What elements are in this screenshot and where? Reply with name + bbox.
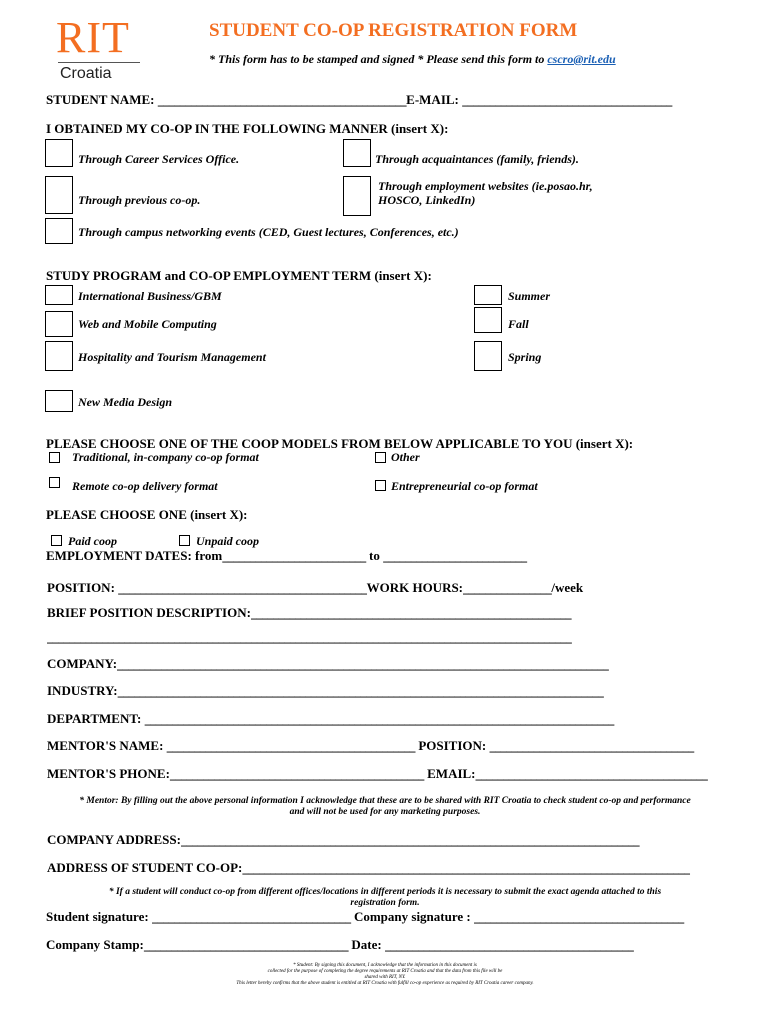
company-stamp-label: Company Stamp: (46, 937, 144, 952)
fall-label: Fall (508, 317, 529, 331)
rit-logo: RIT (56, 13, 130, 62)
mentor-email-field[interactable]: __________________________________________ (475, 770, 708, 781)
company-address-row (47, 832, 639, 848)
company-address-label: COMPANY ADDRESS: (47, 832, 181, 847)
logo-divider (58, 62, 140, 63)
agenda-note-line-1: * If a student will conduct co-op from different offices/locations in different periods it is necessary to submit the exact agenda attached to this (108, 887, 662, 897)
other-checkbox[interactable] (375, 452, 386, 463)
mentor-note-line-1: * Mentor: By filling out the above personal information I acknowledge that these are to be shared with RIT Croatia to check student co-op and performance (79, 796, 691, 806)
employment-dates-to-label: to (369, 548, 380, 563)
footer-note-line-3: shared with RIT, NY. (364, 975, 406, 980)
hospitality-checkbox[interactable] (45, 341, 73, 371)
position-row (47, 580, 583, 596)
industry-label: INDUSTRY: (47, 683, 118, 698)
campus-networking-label: Through campus networking events (CED, Guest lectures, Conferences, etc.) (78, 225, 459, 239)
department-row (47, 711, 614, 727)
student-address-label: ADDRESS OF STUDENT CO-OP: (47, 860, 243, 875)
notice-text: * This form has to be stamped and signed * Please send this form to (209, 52, 548, 66)
traditional-checkbox[interactable] (49, 452, 60, 463)
mentor-position-label: POSITION: (418, 738, 487, 753)
models-heading: PLEASE CHOOSE ONE OF THE COOP MODELS FROM BELOW APPLICABLE TO YOU (insert X): (46, 436, 634, 451)
date-label: Date: (351, 937, 382, 952)
company-field[interactable]: _________________________________________________________________________________________ (117, 660, 609, 671)
student-name-row (46, 92, 672, 108)
employment-dates-row (46, 548, 527, 564)
hospitality-label: Hospitality and Tourism Management (78, 350, 266, 364)
spring-label: Spring (508, 350, 542, 364)
work-hours-field[interactable]: ________________ (463, 584, 552, 595)
per-week-label: /week (551, 580, 584, 595)
company-signature-label: Company signature : (353, 909, 471, 924)
web-mobile-label: Web and Mobile Computing (78, 317, 217, 331)
acquaintances-checkbox[interactable] (343, 139, 371, 167)
acquaintances-label: Through acquaintances (family, friends). (375, 152, 579, 166)
student-address-row (47, 860, 690, 876)
student-signature-field[interactable]: ____________________________________ (151, 913, 351, 924)
company-address-field[interactable]: ___________________________________________________________________________________ (180, 836, 640, 847)
employment-dates-from-field[interactable]: __________________________ (222, 552, 366, 563)
other-label: Other (391, 450, 420, 464)
paid-coop-checkbox[interactable] (51, 535, 62, 546)
company-row (47, 656, 608, 672)
industry-row (47, 683, 603, 699)
mentor-phone-label: MENTOR'S PHONE: (47, 766, 170, 781)
company-label: COMPANY: (47, 656, 118, 671)
mentor-name-row (47, 738, 694, 754)
email-label: E-MAIL: (406, 92, 459, 107)
stamp-row (46, 937, 633, 953)
footer-note-line-2: collected for the purpose of completing the degree requirements at RIT Croatia and that the data from this file will be (267, 969, 503, 974)
career-services-checkbox[interactable] (45, 139, 73, 167)
paid-coop-label: Paid coop (68, 534, 117, 548)
employment-websites-label-1: Through employment websites (ie.posao.hr, (378, 179, 593, 193)
email-field[interactable]: ______________________________________ (462, 96, 672, 107)
mentor-phone-field[interactable]: ______________________________________________ (169, 770, 424, 781)
logo-croatia-text: Croatia (60, 65, 112, 82)
mentor-position-field[interactable]: _____________________________________ (489, 742, 694, 753)
intl-business-label: International Business/GBM (78, 289, 222, 303)
department-label: DEPARTMENT: (47, 711, 142, 726)
date-field[interactable]: _____________________________________________ (384, 941, 634, 952)
company-stamp-field[interactable]: _____________________________________ (143, 941, 349, 952)
new-media-label: New Media Design (78, 395, 172, 409)
mentor-email-label: EMAIL: (427, 766, 476, 781)
fall-checkbox[interactable] (474, 307, 502, 333)
brief-description-line-2[interactable] (47, 629, 571, 645)
signature-row (46, 909, 684, 925)
employment-websites-label-2: HOSCO, LinkedIn) (378, 193, 476, 207)
unpaid-coop-label: Unpaid coop (196, 534, 259, 548)
employment-dates-to-field[interactable]: __________________________ (383, 552, 527, 563)
remote-checkbox[interactable] (49, 477, 60, 488)
previous-coop-checkbox[interactable] (45, 176, 73, 214)
student-name-label: STUDENT NAME: (46, 92, 155, 107)
obtained-heading: I OBTAINED MY CO-OP IN THE FOLLOWING MANNER (insert X): (46, 121, 449, 136)
summer-checkbox[interactable] (474, 285, 502, 305)
footer-note-line-1: * Student: By signing this document, I acknowledge that the information in this document is (293, 963, 477, 968)
career-services-label: Through Career Services Office. (78, 152, 240, 166)
industry-field[interactable]: ________________________________________________________________________________________ (117, 687, 604, 698)
pay-heading: PLEASE CHOOSE ONE (insert X): (46, 507, 248, 522)
notice-email-link[interactable]: cscro@rit.edu (547, 52, 616, 66)
intl-business-checkbox[interactable] (45, 285, 73, 305)
spring-checkbox[interactable] (474, 341, 502, 371)
remote-label: Remote co-op delivery format (72, 479, 218, 493)
company-signature-field[interactable]: ______________________________________ (473, 913, 684, 924)
entrepreneurial-label: Entrepreneurial co-op format (391, 479, 538, 493)
brief-description-field[interactable]: __________________________________________________________ (250, 609, 572, 620)
student-signature-label: Student signature: (46, 909, 149, 924)
work-hours-label: WORK HOURS: (366, 580, 464, 595)
traditional-label: Traditional, in-company co-op format (72, 450, 259, 464)
unpaid-coop-checkbox[interactable] (179, 535, 190, 546)
mentor-note-line-2: and will not be used for any marketing purposes. (289, 807, 481, 817)
study-heading: STUDY PROGRAM and CO-OP EMPLOYMENT TERM (insert X): (46, 268, 432, 283)
form-title: STUDENT CO-OP REGISTRATION FORM (209, 20, 578, 41)
student-name-field[interactable]: _____________________________________________ (157, 96, 407, 107)
previous-coop-label: Through previous co-op. (78, 193, 201, 207)
student-address-field[interactable]: _________________________________________________________________________________ (242, 864, 690, 875)
new-media-checkbox[interactable] (45, 390, 73, 412)
summer-label: Summer (508, 289, 551, 303)
web-mobile-checkbox[interactable] (45, 311, 73, 337)
mentor-phone-row (47, 766, 707, 782)
brief-description-label: BRIEF POSITION DESCRIPTION: (47, 605, 251, 620)
brief-description-row (47, 605, 571, 621)
campus-networking-checkbox[interactable] (45, 218, 73, 244)
entrepreneurial-checkbox[interactable] (375, 480, 386, 491)
mentor-name-field[interactable]: _____________________________________________ (166, 742, 416, 753)
brief-description-field-2[interactable]: _______________________________________________________________________________________________ (47, 633, 572, 644)
position-field[interactable]: _____________________________________________ (118, 584, 367, 595)
position-label: POSITION: (47, 580, 115, 595)
employment-dates-from-label: EMPLOYMENT DATES: from (46, 548, 223, 563)
mentor-name-label: MENTOR'S NAME: (47, 738, 164, 753)
form-notice (209, 52, 616, 67)
footer-note-line-4: This letter hereby confirms that the above student is entitled at RIT Croatia with fulfill co-op experience as required by RIT Croatia career company. (236, 981, 534, 986)
employment-websites-checkbox[interactable] (343, 176, 371, 216)
agenda-note-line-2: registration form. (350, 898, 420, 908)
department-field[interactable]: _____________________________________________________________________________________ (144, 715, 614, 726)
